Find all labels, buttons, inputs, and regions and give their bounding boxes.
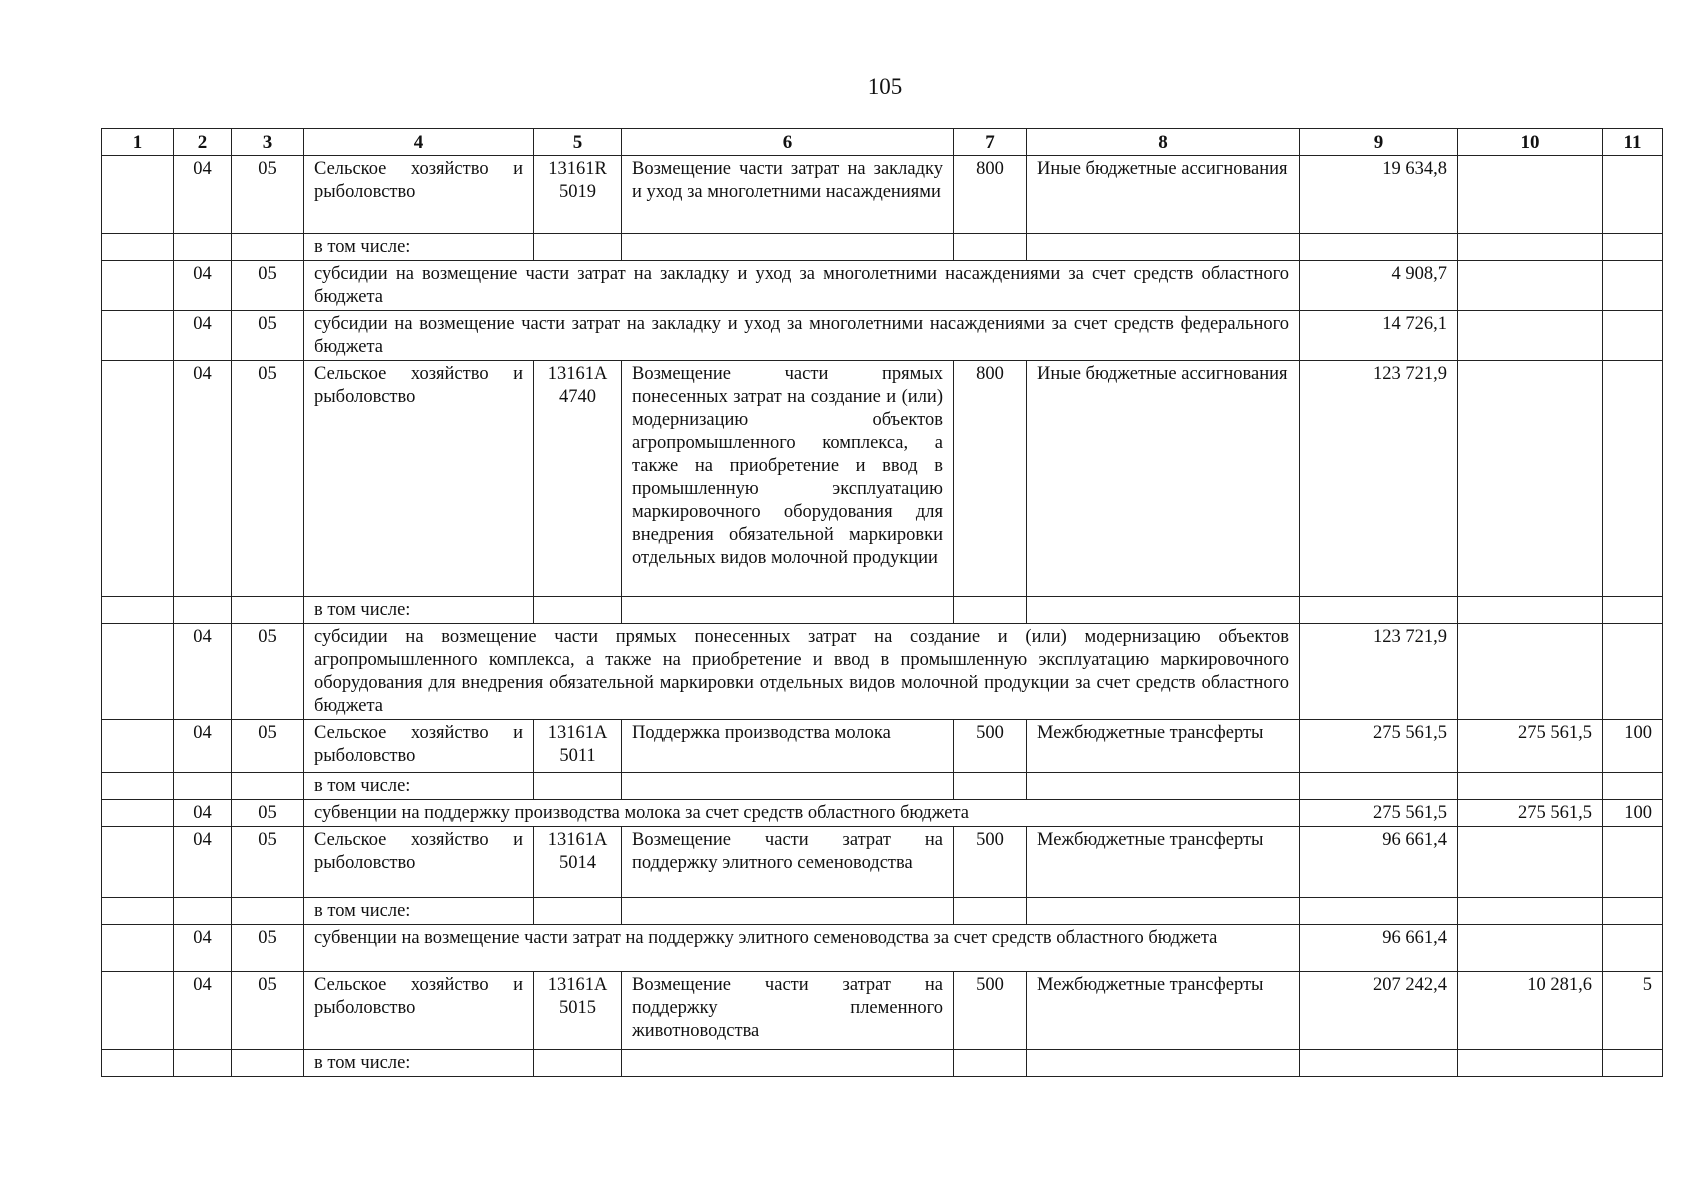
subvention-description: субвенции на поддержку производства молока за счет средств областного бюджета — [304, 800, 1300, 827]
expense-type-code: 500 — [954, 827, 1027, 898]
cell — [102, 361, 174, 597]
col-header: 10 — [1458, 129, 1603, 156]
amount-executed — [1458, 261, 1603, 311]
percent-executed — [1603, 925, 1663, 972]
cell — [1458, 773, 1603, 800]
cell — [102, 898, 174, 925]
section-code: 04 — [174, 827, 232, 898]
section-name: Сельское хозяйство и рыболовство — [304, 156, 534, 234]
cell — [102, 234, 174, 261]
target-article: 13161A 5014 — [534, 827, 622, 898]
table-row — [102, 898, 1663, 925]
expense-type-name: Межбюджетные трансферты — [1027, 972, 1300, 1050]
col-header: 11 — [1603, 129, 1663, 156]
section-name: Сельское хозяйство и рыболовство — [304, 827, 534, 898]
expense-type-code: 500 — [954, 972, 1027, 1050]
cell — [232, 1050, 304, 1077]
table-row — [102, 311, 1663, 361]
cell — [1300, 898, 1458, 925]
subsection-code: 05 — [232, 925, 304, 972]
cell — [534, 1050, 622, 1077]
cell — [534, 773, 622, 800]
amount-executed — [1458, 311, 1603, 361]
subsection-code: 05 — [232, 972, 304, 1050]
cell — [102, 800, 174, 827]
table-row — [102, 156, 1663, 234]
section-name: Сельское хозяйство и рыболовство — [304, 720, 534, 773]
cell — [102, 720, 174, 773]
amount-planned: 123 721,9 — [1300, 624, 1458, 720]
cell — [102, 156, 174, 234]
table-row — [102, 361, 1663, 597]
cell — [534, 597, 622, 624]
amount-planned: 14 726,1 — [1300, 311, 1458, 361]
table-row — [102, 624, 1663, 720]
table-row — [102, 261, 1663, 311]
including-label: в том числе: — [304, 773, 534, 800]
target-article: 13161A 5015 — [534, 972, 622, 1050]
subsection-code: 05 — [232, 800, 304, 827]
expense-type-code: 500 — [954, 720, 1027, 773]
amount-planned: 19 634,8 — [1300, 156, 1458, 234]
header-row — [102, 129, 1663, 156]
cell — [954, 773, 1027, 800]
table-row — [102, 827, 1663, 898]
expense-type-name: Межбюджетные трансферты — [1027, 827, 1300, 898]
percent-executed: 100 — [1603, 720, 1663, 773]
cell — [102, 972, 174, 1050]
table-row — [102, 925, 1663, 972]
cell — [232, 234, 304, 261]
page-number: 105 — [867, 74, 903, 99]
cell — [1027, 773, 1300, 800]
cell — [1458, 234, 1603, 261]
amount-executed — [1458, 156, 1603, 234]
amount-planned: 123 721,9 — [1300, 361, 1458, 597]
table-row — [102, 773, 1663, 800]
amount-planned: 207 242,4 — [1300, 972, 1458, 1050]
target-article: 13161A 4740 — [534, 361, 622, 597]
col-header: 9 — [1300, 129, 1458, 156]
subsidy-description: субсидии на возмещение части прямых понесенных затрат на создание и (или) модернизацию объектов агропромышленного комплекса, а также на приобретение и ввод в промышленную эксплуатацию маркировочного оборудования для внедрения обязательной маркировки отдельных видов молочной продукции за счет средств областного бюджета — [304, 624, 1300, 720]
target-article: 13161A 5011 — [534, 720, 622, 773]
expense-description: Возмещение части затрат на поддержку племенного животноводства — [622, 972, 954, 1050]
col-header: 7 — [954, 129, 1027, 156]
expense-description: Поддержка производства молока — [622, 720, 954, 773]
col-header: 5 — [534, 129, 622, 156]
expense-type-code: 800 — [954, 156, 1027, 234]
col-header: 6 — [622, 129, 954, 156]
subsidy-description: субсидии на возмещение части затрат на закладку и уход за многолетними насаждениями за счет средств областного бюджета — [304, 261, 1300, 311]
table-row — [102, 234, 1663, 261]
cell — [954, 597, 1027, 624]
section-code: 04 — [174, 972, 232, 1050]
subsection-code: 05 — [232, 827, 304, 898]
expense-type-code: 800 — [954, 361, 1027, 597]
subsidy-description: субсидии на возмещение части затрат на закладку и уход за многолетними насаждениями за счет средств федерального бюджета — [304, 311, 1300, 361]
section-code: 04 — [174, 156, 232, 234]
percent-executed: 5 — [1603, 972, 1663, 1050]
section-code: 04 — [174, 720, 232, 773]
cell — [232, 773, 304, 800]
amount-executed — [1458, 827, 1603, 898]
cell — [1603, 773, 1663, 800]
cell — [622, 234, 954, 261]
including-label: в том числе: — [304, 898, 534, 925]
cell — [1603, 898, 1663, 925]
section-code: 04 — [174, 624, 232, 720]
amount-executed: 10 281,6 — [1458, 972, 1603, 1050]
cell — [232, 898, 304, 925]
subvention-description: субвенции на возмещение части затрат на поддержку элитного семеноводства за счет средств областного бюджета — [304, 925, 1300, 972]
amount-executed — [1458, 624, 1603, 720]
including-label: в том числе: — [304, 597, 534, 624]
subsection-code: 05 — [232, 311, 304, 361]
cell — [1027, 898, 1300, 925]
percent-executed — [1603, 156, 1663, 234]
cell — [232, 597, 304, 624]
cell — [1300, 597, 1458, 624]
expense-type-name: Иные бюджетные ассигнования — [1027, 361, 1300, 597]
amount-executed: 275 561,5 — [1458, 800, 1603, 827]
including-label: в том числе: — [304, 234, 534, 261]
cell — [622, 898, 954, 925]
percent-executed — [1603, 311, 1663, 361]
including-label: в том числе: — [304, 1050, 534, 1077]
section-code: 04 — [174, 311, 232, 361]
cell — [174, 898, 232, 925]
cell — [1300, 773, 1458, 800]
table-row — [102, 972, 1663, 1050]
cell — [1603, 234, 1663, 261]
expense-description: Возмещение части затрат на поддержку элитного семеноводства — [622, 827, 954, 898]
expense-description: Возмещение части прямых понесенных затрат на создание и (или) модернизацию объектов агропромышленного комплекса, а также на приобретение и ввод в промышленную эксплуатацию маркировочного оборудования для внедрения обязательной маркировки отдельных видов молочной продукции — [622, 361, 954, 597]
amount-executed — [1458, 361, 1603, 597]
cell — [102, 827, 174, 898]
percent-executed — [1603, 624, 1663, 720]
amount-planned: 275 561,5 — [1300, 720, 1458, 773]
percent-executed: 100 — [1603, 800, 1663, 827]
amount-executed — [1458, 925, 1603, 972]
subsection-code: 05 — [232, 261, 304, 311]
cell — [1027, 1050, 1300, 1077]
percent-executed — [1603, 261, 1663, 311]
cell — [534, 234, 622, 261]
cell — [174, 597, 232, 624]
amount-planned: 4 908,7 — [1300, 261, 1458, 311]
table-row — [102, 720, 1663, 773]
cell — [102, 311, 174, 361]
cell — [174, 234, 232, 261]
col-header: 4 — [304, 129, 534, 156]
cell — [102, 773, 174, 800]
cell — [102, 597, 174, 624]
table-row — [102, 800, 1663, 827]
amount-planned: 275 561,5 — [1300, 800, 1458, 827]
cell — [534, 898, 622, 925]
expense-type-name: Иные бюджетные ассигнования — [1027, 156, 1300, 234]
col-header: 8 — [1027, 129, 1300, 156]
section-code: 04 — [174, 261, 232, 311]
budget-table — [101, 128, 1663, 1077]
section-code: 04 — [174, 925, 232, 972]
cell — [1300, 1050, 1458, 1077]
section-code: 04 — [174, 361, 232, 597]
subsection-code: 05 — [232, 361, 304, 597]
cell — [1458, 898, 1603, 925]
cell — [954, 1050, 1027, 1077]
percent-executed — [1603, 827, 1663, 898]
cell — [1300, 234, 1458, 261]
col-header: 1 — [102, 129, 174, 156]
expense-type-name: Межбюджетные трансферты — [1027, 720, 1300, 773]
cell — [1603, 1050, 1663, 1077]
cell — [954, 234, 1027, 261]
cell — [102, 261, 174, 311]
subsection-code: 05 — [232, 720, 304, 773]
cell — [174, 1050, 232, 1077]
cell — [1458, 1050, 1603, 1077]
subsection-code: 05 — [232, 624, 304, 720]
expense-description: Возмещение части затрат на закладку и уход за многолетними насаждениями — [622, 156, 954, 234]
section-name: Сельское хозяйство и рыболовство — [304, 361, 534, 597]
section-name: Сельское хозяйство и рыболовство — [304, 972, 534, 1050]
cell — [1458, 597, 1603, 624]
cell — [1027, 234, 1300, 261]
cell — [622, 1050, 954, 1077]
amount-planned: 96 661,4 — [1300, 827, 1458, 898]
cell — [102, 624, 174, 720]
cell — [622, 773, 954, 800]
col-header: 3 — [232, 129, 304, 156]
cell — [954, 898, 1027, 925]
cell — [622, 597, 954, 624]
cell — [174, 773, 232, 800]
cell — [102, 1050, 174, 1077]
table-row — [102, 597, 1663, 624]
percent-executed — [1603, 361, 1663, 597]
subsection-code: 05 — [232, 156, 304, 234]
section-code: 04 — [174, 800, 232, 827]
cell — [1603, 597, 1663, 624]
target-article: 13161R 5019 — [534, 156, 622, 234]
cell — [102, 925, 174, 972]
amount-planned: 96 661,4 — [1300, 925, 1458, 972]
amount-executed: 275 561,5 — [1458, 720, 1603, 773]
cell — [1027, 597, 1300, 624]
col-header: 2 — [174, 129, 232, 156]
table-row — [102, 1050, 1663, 1077]
